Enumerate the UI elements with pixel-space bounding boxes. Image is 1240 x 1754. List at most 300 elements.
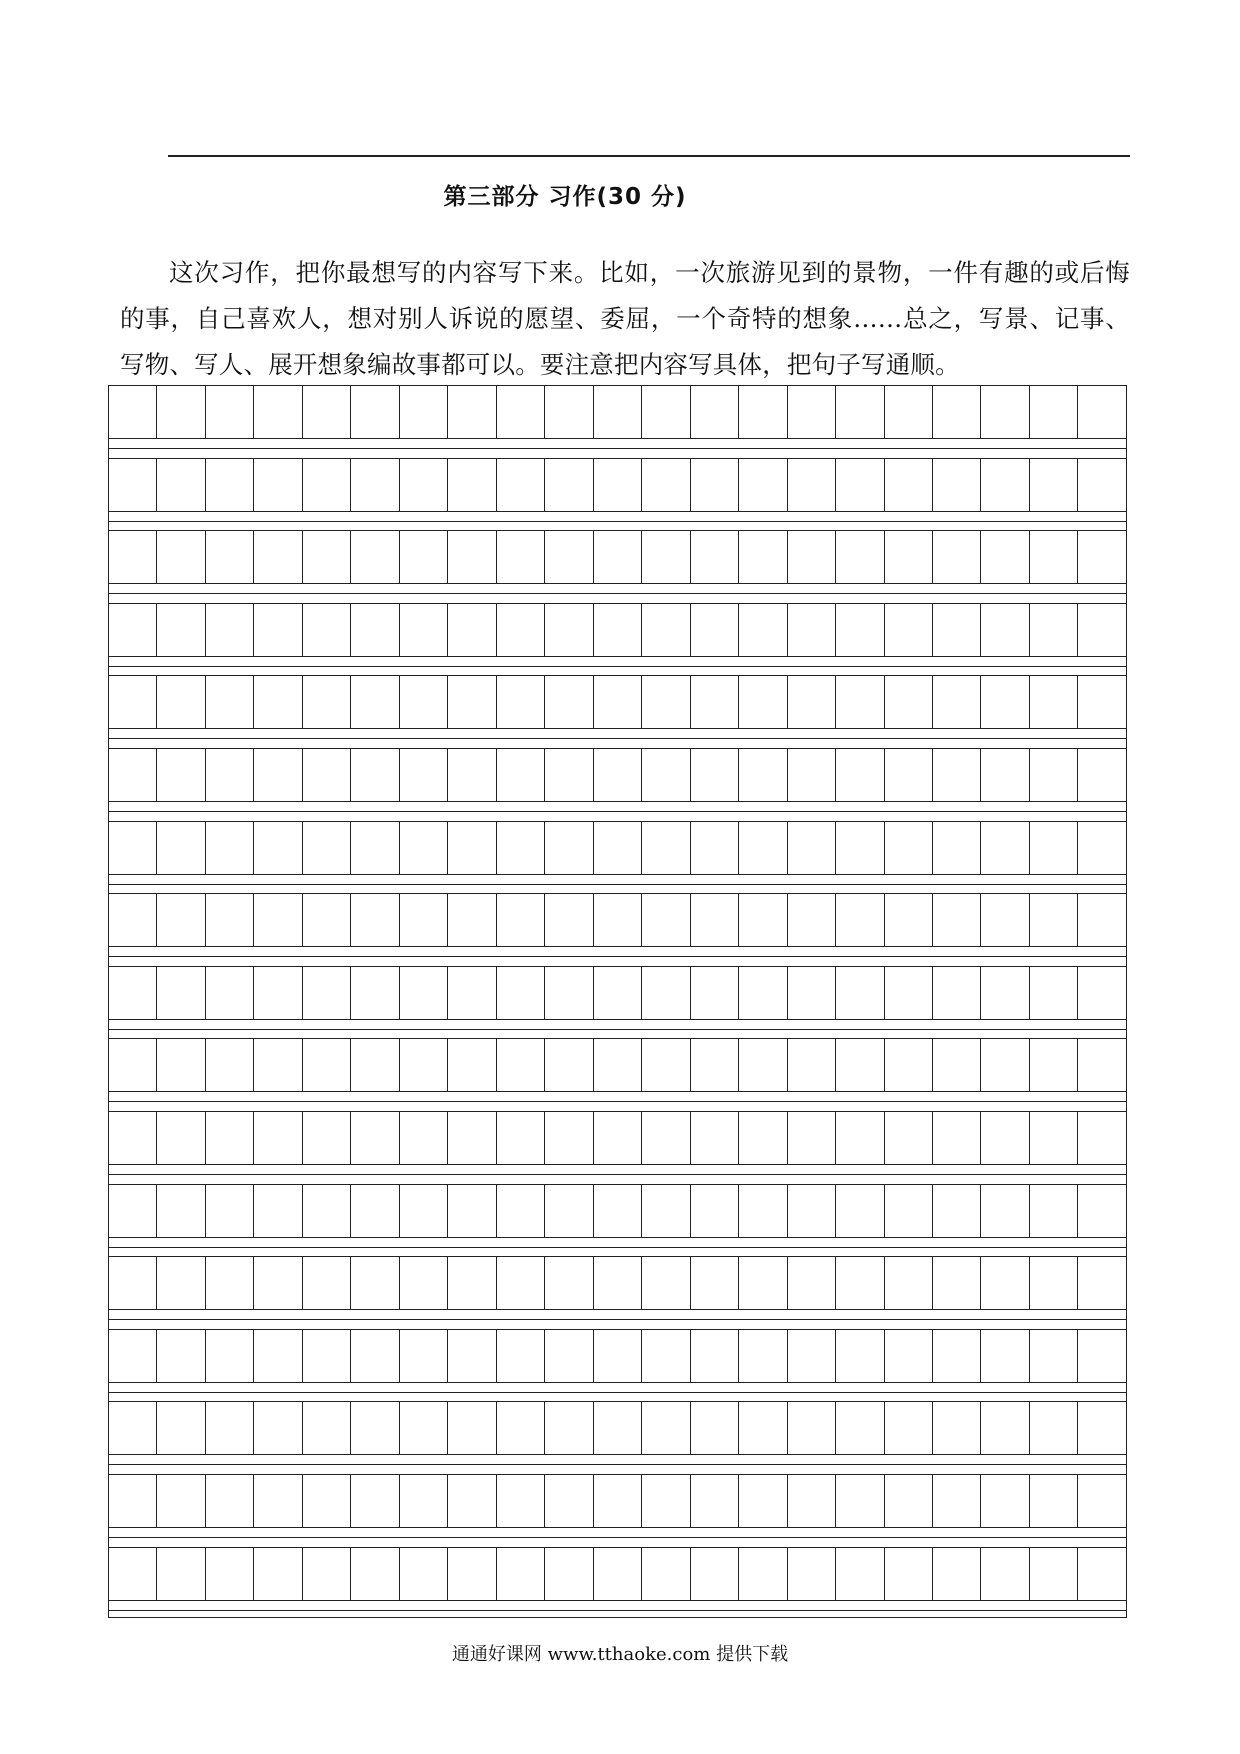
grid-cell[interactable]: [932, 1475, 980, 1527]
grid-cell[interactable]: [884, 894, 932, 946]
grid-cell[interactable]: [835, 1112, 883, 1164]
grid-cell[interactable]: [641, 822, 689, 874]
grid-cell[interactable]: [980, 1185, 1028, 1237]
grid-cell[interactable]: [447, 822, 495, 874]
grid-cell[interactable]: [205, 1330, 253, 1382]
grid-cell[interactable]: [641, 1112, 689, 1164]
grid-cell[interactable]: [447, 676, 495, 728]
grid-cell[interactable]: [156, 1257, 204, 1309]
grid-cell[interactable]: [302, 1402, 350, 1454]
grid-cell[interactable]: [980, 967, 1028, 1019]
grid-cell[interactable]: [835, 676, 883, 728]
grid-cell[interactable]: [593, 531, 641, 583]
grid-cell[interactable]: [787, 386, 835, 438]
grid-cell[interactable]: [1029, 1402, 1077, 1454]
grid-cell[interactable]: [641, 531, 689, 583]
grid-cell[interactable]: [1029, 604, 1077, 656]
grid-cell[interactable]: [932, 894, 980, 946]
grid-cell[interactable]: [932, 459, 980, 511]
grid-cell[interactable]: [787, 1330, 835, 1382]
grid-cell[interactable]: [156, 459, 204, 511]
grid-cell[interactable]: [641, 1475, 689, 1527]
writing-grid[interactable]: [108, 385, 1127, 1618]
grid-cell[interactable]: [496, 459, 544, 511]
grid-cell[interactable]: [109, 1257, 156, 1309]
grid-cell[interactable]: [690, 1548, 738, 1600]
grid-cell[interactable]: [302, 1475, 350, 1527]
grid-cell[interactable]: [109, 386, 156, 438]
grid-cell[interactable]: [835, 822, 883, 874]
grid-cell[interactable]: [884, 459, 932, 511]
grid-cell[interactable]: [738, 386, 786, 438]
grid-cell[interactable]: [496, 1330, 544, 1382]
grid-cell[interactable]: [399, 822, 447, 874]
grid-cell[interactable]: [447, 1039, 495, 1091]
grid-cell[interactable]: [109, 1039, 156, 1091]
grid-cell[interactable]: [253, 1257, 301, 1309]
grid-cell[interactable]: [544, 1548, 592, 1600]
grid-cell[interactable]: [980, 386, 1028, 438]
grid-cell[interactable]: [787, 459, 835, 511]
grid-cell[interactable]: [156, 1039, 204, 1091]
grid-cell[interactable]: [787, 1475, 835, 1527]
grid-cell[interactable]: [302, 894, 350, 946]
grid-cell[interactable]: [884, 1475, 932, 1527]
grid-cell[interactable]: [835, 1185, 883, 1237]
grid-cell[interactable]: [496, 749, 544, 801]
grid-cell[interactable]: [447, 1548, 495, 1600]
grid-cell[interactable]: [399, 1185, 447, 1237]
grid-cell[interactable]: [835, 1548, 883, 1600]
grid-cell[interactable]: [302, 1039, 350, 1091]
grid-cell[interactable]: [787, 604, 835, 656]
grid-cell[interactable]: [932, 822, 980, 874]
grid-cell[interactable]: [350, 386, 398, 438]
grid-cell[interactable]: [253, 749, 301, 801]
grid-cell[interactable]: [399, 1330, 447, 1382]
grid-cell[interactable]: [884, 1185, 932, 1237]
grid-cell[interactable]: [156, 1112, 204, 1164]
grid-cell[interactable]: [593, 1112, 641, 1164]
grid-cell[interactable]: [205, 386, 253, 438]
grid-cell[interactable]: [253, 459, 301, 511]
grid-cell[interactable]: [1029, 1039, 1077, 1091]
grid-cell[interactable]: [932, 1257, 980, 1309]
grid-cell[interactable]: [980, 1475, 1028, 1527]
grid-cell[interactable]: [496, 1402, 544, 1454]
grid-cell[interactable]: [447, 749, 495, 801]
grid-cell[interactable]: [302, 1112, 350, 1164]
grid-cell[interactable]: [1029, 822, 1077, 874]
grid-cell[interactable]: [1077, 1475, 1125, 1527]
grid-cell[interactable]: [205, 1039, 253, 1091]
grid-cell[interactable]: [447, 967, 495, 1019]
grid-cell[interactable]: [205, 1548, 253, 1600]
grid-cell[interactable]: [738, 1475, 786, 1527]
grid-cell[interactable]: [932, 1548, 980, 1600]
grid-cell[interactable]: [593, 459, 641, 511]
grid-cell[interactable]: [690, 676, 738, 728]
grid-cell[interactable]: [302, 967, 350, 1019]
grid-cell[interactable]: [1029, 749, 1077, 801]
grid-cell[interactable]: [253, 386, 301, 438]
grid-cell[interactable]: [399, 1257, 447, 1309]
grid-cell[interactable]: [690, 531, 738, 583]
grid-cell[interactable]: [690, 1185, 738, 1237]
grid-cell[interactable]: [109, 1475, 156, 1527]
grid-cell[interactable]: [253, 894, 301, 946]
grid-cell[interactable]: [496, 531, 544, 583]
grid-cell[interactable]: [932, 604, 980, 656]
grid-cell[interactable]: [884, 967, 932, 1019]
grid-cell[interactable]: [447, 1330, 495, 1382]
grid-cell[interactable]: [980, 676, 1028, 728]
grid-cell[interactable]: [399, 1112, 447, 1164]
grid-cell[interactable]: [447, 1185, 495, 1237]
grid-cell[interactable]: [253, 1185, 301, 1237]
grid-cell[interactable]: [980, 749, 1028, 801]
grid-cell[interactable]: [690, 1257, 738, 1309]
grid-cell[interactable]: [302, 1185, 350, 1237]
grid-cell[interactable]: [253, 1548, 301, 1600]
grid-cell[interactable]: [350, 459, 398, 511]
grid-cell[interactable]: [787, 531, 835, 583]
grid-cell[interactable]: [690, 749, 738, 801]
grid-cell[interactable]: [641, 894, 689, 946]
grid-cell[interactable]: [835, 1475, 883, 1527]
grid-cell[interactable]: [593, 604, 641, 656]
grid-cell[interactable]: [593, 386, 641, 438]
grid-cell[interactable]: [835, 1402, 883, 1454]
grid-cell[interactable]: [1077, 1257, 1125, 1309]
grid-cell[interactable]: [980, 1112, 1028, 1164]
grid-cell[interactable]: [738, 822, 786, 874]
grid-cell[interactable]: [787, 676, 835, 728]
grid-cell[interactable]: [350, 1548, 398, 1600]
grid-cell[interactable]: [399, 604, 447, 656]
grid-cell[interactable]: [447, 604, 495, 656]
grid-cell[interactable]: [1077, 1185, 1125, 1237]
grid-cell[interactable]: [544, 967, 592, 1019]
grid-cell[interactable]: [690, 822, 738, 874]
grid-cell[interactable]: [738, 1039, 786, 1091]
grid-cell[interactable]: [641, 459, 689, 511]
grid-cell[interactable]: [738, 1185, 786, 1237]
grid-cell[interactable]: [980, 1257, 1028, 1309]
grid-cell[interactable]: [156, 1185, 204, 1237]
grid-cell[interactable]: [690, 1112, 738, 1164]
grid-cell[interactable]: [350, 1039, 398, 1091]
grid-cell[interactable]: [738, 604, 786, 656]
grid-cell[interactable]: [690, 604, 738, 656]
grid-cell[interactable]: [787, 894, 835, 946]
grid-cell[interactable]: [399, 1475, 447, 1527]
grid-cell[interactable]: [641, 1257, 689, 1309]
grid-cell[interactable]: [980, 822, 1028, 874]
grid-cell[interactable]: [496, 1185, 544, 1237]
grid-cell[interactable]: [350, 1112, 398, 1164]
grid-cell[interactable]: [980, 1548, 1028, 1600]
grid-cell[interactable]: [641, 967, 689, 1019]
grid-cell[interactable]: [350, 749, 398, 801]
grid-cell[interactable]: [399, 531, 447, 583]
grid-cell[interactable]: [156, 386, 204, 438]
grid-cell[interactable]: [302, 1330, 350, 1382]
grid-cell[interactable]: [544, 1257, 592, 1309]
grid-cell[interactable]: [109, 1185, 156, 1237]
grid-cell[interactable]: [399, 749, 447, 801]
grid-cell[interactable]: [738, 531, 786, 583]
grid-cell[interactable]: [1077, 749, 1125, 801]
grid-cell[interactable]: [932, 531, 980, 583]
grid-cell[interactable]: [205, 676, 253, 728]
grid-cell[interactable]: [593, 749, 641, 801]
grid-cell[interactable]: [641, 604, 689, 656]
grid-cell[interactable]: [302, 531, 350, 583]
grid-cell[interactable]: [738, 894, 786, 946]
grid-cell[interactable]: [738, 1330, 786, 1382]
grid-cell[interactable]: [835, 459, 883, 511]
grid-cell[interactable]: [641, 1330, 689, 1382]
grid-cell[interactable]: [980, 1330, 1028, 1382]
grid-cell[interactable]: [399, 676, 447, 728]
grid-cell[interactable]: [835, 604, 883, 656]
grid-cell[interactable]: [205, 1402, 253, 1454]
grid-cell[interactable]: [350, 894, 398, 946]
grid-cell[interactable]: [738, 1548, 786, 1600]
grid-cell[interactable]: [1029, 1257, 1077, 1309]
grid-cell[interactable]: [835, 1039, 883, 1091]
grid-cell[interactable]: [835, 967, 883, 1019]
grid-cell[interactable]: [932, 676, 980, 728]
grid-cell[interactable]: [109, 604, 156, 656]
grid-cell[interactable]: [399, 386, 447, 438]
grid-cell[interactable]: [980, 1402, 1028, 1454]
grid-cell[interactable]: [350, 1185, 398, 1237]
grid-cell[interactable]: [253, 676, 301, 728]
grid-cell[interactable]: [447, 1257, 495, 1309]
grid-cell[interactable]: [787, 749, 835, 801]
grid-cell[interactable]: [884, 1402, 932, 1454]
grid-cell[interactable]: [980, 1039, 1028, 1091]
grid-cell[interactable]: [109, 967, 156, 1019]
grid-cell[interactable]: [350, 676, 398, 728]
grid-cell[interactable]: [302, 459, 350, 511]
grid-cell[interactable]: [544, 822, 592, 874]
grid-cell[interactable]: [109, 1112, 156, 1164]
grid-cell[interactable]: [544, 531, 592, 583]
grid-cell[interactable]: [690, 1402, 738, 1454]
grid-cell[interactable]: [302, 749, 350, 801]
grid-cell[interactable]: [447, 386, 495, 438]
grid-cell[interactable]: [447, 1112, 495, 1164]
grid-cell[interactable]: [641, 749, 689, 801]
grid-cell[interactable]: [109, 1402, 156, 1454]
grid-cell[interactable]: [787, 1112, 835, 1164]
grid-cell[interactable]: [544, 749, 592, 801]
grid-cell[interactable]: [690, 1039, 738, 1091]
grid-cell[interactable]: [399, 894, 447, 946]
grid-cell[interactable]: [302, 1548, 350, 1600]
grid-cell[interactable]: [1077, 459, 1125, 511]
grid-cell[interactable]: [835, 749, 883, 801]
grid-cell[interactable]: [496, 1257, 544, 1309]
grid-cell[interactable]: [205, 894, 253, 946]
grid-cell[interactable]: [1077, 894, 1125, 946]
grid-cell[interactable]: [932, 1039, 980, 1091]
grid-cell[interactable]: [738, 1402, 786, 1454]
grid-cell[interactable]: [593, 1402, 641, 1454]
grid-cell[interactable]: [447, 1402, 495, 1454]
grid-cell[interactable]: [205, 531, 253, 583]
grid-cell[interactable]: [1077, 386, 1125, 438]
grid-cell[interactable]: [496, 822, 544, 874]
grid-cell[interactable]: [738, 1257, 786, 1309]
grid-cell[interactable]: [1077, 604, 1125, 656]
grid-cell[interactable]: [156, 604, 204, 656]
grid-cell[interactable]: [884, 1112, 932, 1164]
grid-cell[interactable]: [544, 459, 592, 511]
grid-cell[interactable]: [787, 967, 835, 1019]
grid-cell[interactable]: [641, 386, 689, 438]
grid-cell[interactable]: [593, 1185, 641, 1237]
grid-cell[interactable]: [641, 1402, 689, 1454]
grid-cell[interactable]: [884, 1330, 932, 1382]
grid-cell[interactable]: [350, 604, 398, 656]
grid-cell[interactable]: [593, 676, 641, 728]
grid-cell[interactable]: [932, 1112, 980, 1164]
grid-cell[interactable]: [253, 1112, 301, 1164]
grid-cell[interactable]: [1029, 459, 1077, 511]
grid-cell[interactable]: [690, 894, 738, 946]
grid-cell[interactable]: [641, 676, 689, 728]
grid-cell[interactable]: [932, 386, 980, 438]
grid-cell[interactable]: [1029, 531, 1077, 583]
grid-cell[interactable]: [1077, 1402, 1125, 1454]
grid-cell[interactable]: [835, 531, 883, 583]
grid-cell[interactable]: [447, 459, 495, 511]
grid-cell[interactable]: [690, 967, 738, 1019]
grid-cell[interactable]: [593, 1475, 641, 1527]
grid-cell[interactable]: [1077, 822, 1125, 874]
grid-cell[interactable]: [980, 604, 1028, 656]
grid-cell[interactable]: [980, 459, 1028, 511]
grid-cell[interactable]: [1077, 676, 1125, 728]
grid-cell[interactable]: [980, 531, 1028, 583]
grid-cell[interactable]: [496, 1039, 544, 1091]
grid-cell[interactable]: [156, 1330, 204, 1382]
grid-cell[interactable]: [350, 822, 398, 874]
grid-cell[interactable]: [156, 967, 204, 1019]
grid-cell[interactable]: [156, 531, 204, 583]
grid-cell[interactable]: [496, 967, 544, 1019]
grid-cell[interactable]: [205, 1257, 253, 1309]
grid-cell[interactable]: [884, 749, 932, 801]
grid-cell[interactable]: [447, 1475, 495, 1527]
grid-cell[interactable]: [253, 604, 301, 656]
grid-cell[interactable]: [738, 459, 786, 511]
grid-cell[interactable]: [253, 531, 301, 583]
grid-cell[interactable]: [109, 822, 156, 874]
grid-cell[interactable]: [496, 1475, 544, 1527]
grid-cell[interactable]: [109, 531, 156, 583]
grid-cell[interactable]: [253, 822, 301, 874]
grid-cell[interactable]: [399, 1039, 447, 1091]
grid-cell[interactable]: [787, 1548, 835, 1600]
grid-cell[interactable]: [690, 459, 738, 511]
grid-cell[interactable]: [593, 967, 641, 1019]
grid-cell[interactable]: [690, 386, 738, 438]
grid-cell[interactable]: [593, 1548, 641, 1600]
grid-cell[interactable]: [593, 894, 641, 946]
grid-cell[interactable]: [884, 1039, 932, 1091]
grid-cell[interactable]: [205, 967, 253, 1019]
grid-cell[interactable]: [835, 894, 883, 946]
grid-cell[interactable]: [496, 1548, 544, 1600]
grid-cell[interactable]: [399, 1548, 447, 1600]
grid-cell[interactable]: [399, 967, 447, 1019]
grid-cell[interactable]: [1077, 1330, 1125, 1382]
grid-cell[interactable]: [156, 676, 204, 728]
grid-cell[interactable]: [156, 1475, 204, 1527]
grid-cell[interactable]: [205, 1475, 253, 1527]
grid-cell[interactable]: [350, 1257, 398, 1309]
grid-cell[interactable]: [302, 604, 350, 656]
grid-cell[interactable]: [496, 386, 544, 438]
grid-cell[interactable]: [253, 967, 301, 1019]
grid-cell[interactable]: [544, 386, 592, 438]
grid-cell[interactable]: [350, 1330, 398, 1382]
grid-cell[interactable]: [253, 1402, 301, 1454]
grid-cell[interactable]: [496, 894, 544, 946]
grid-cell[interactable]: [738, 749, 786, 801]
grid-cell[interactable]: [593, 1330, 641, 1382]
grid-cell[interactable]: [544, 1112, 592, 1164]
grid-cell[interactable]: [156, 749, 204, 801]
grid-cell[interactable]: [496, 604, 544, 656]
grid-cell[interactable]: [447, 531, 495, 583]
grid-cell[interactable]: [1029, 1548, 1077, 1600]
grid-cell[interactable]: [302, 1257, 350, 1309]
grid-cell[interactable]: [787, 822, 835, 874]
grid-cell[interactable]: [1077, 1039, 1125, 1091]
grid-cell[interactable]: [1077, 1548, 1125, 1600]
grid-cell[interactable]: [302, 822, 350, 874]
grid-cell[interactable]: [205, 1112, 253, 1164]
grid-cell[interactable]: [641, 1548, 689, 1600]
grid-cell[interactable]: [544, 1330, 592, 1382]
grid-cell[interactable]: [350, 967, 398, 1019]
grid-cell[interactable]: [884, 676, 932, 728]
grid-cell[interactable]: [350, 1475, 398, 1527]
grid-cell[interactable]: [593, 1257, 641, 1309]
grid-cell[interactable]: [1029, 1112, 1077, 1164]
grid-cell[interactable]: [1029, 1185, 1077, 1237]
grid-cell[interactable]: [399, 459, 447, 511]
grid-cell[interactable]: [932, 749, 980, 801]
grid-cell[interactable]: [109, 749, 156, 801]
grid-cell[interactable]: [593, 822, 641, 874]
grid-cell[interactable]: [544, 1402, 592, 1454]
grid-cell[interactable]: [835, 1330, 883, 1382]
grid-cell[interactable]: [738, 1112, 786, 1164]
grid-cell[interactable]: [253, 1475, 301, 1527]
grid-cell[interactable]: [302, 386, 350, 438]
grid-cell[interactable]: [884, 1257, 932, 1309]
grid-cell[interactable]: [156, 1402, 204, 1454]
grid-cell[interactable]: [253, 1330, 301, 1382]
grid-cell[interactable]: [738, 967, 786, 1019]
